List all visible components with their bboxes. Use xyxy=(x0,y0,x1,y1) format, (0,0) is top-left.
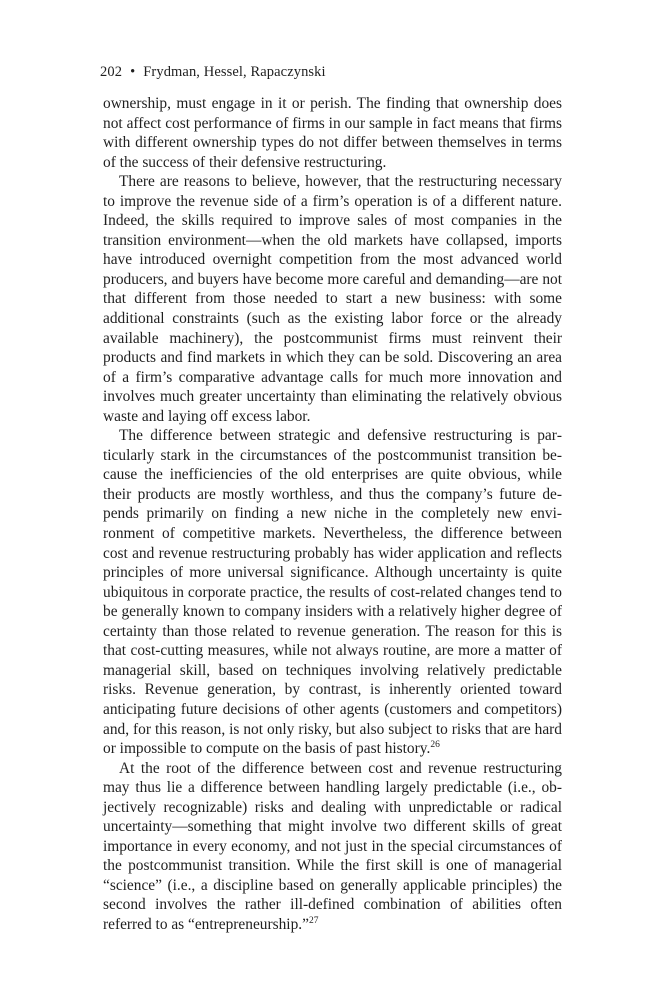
paragraph-1 xyxy=(103,94,562,172)
header-authors: Frydman, Hessel, Rapaczynski xyxy=(143,64,326,80)
paragraph-4 xyxy=(103,759,562,935)
paragraph-3 xyxy=(103,426,562,758)
book-page xyxy=(100,62,562,935)
footnote-ref-26: 26 xyxy=(430,740,440,751)
page-number: 202 xyxy=(100,64,123,80)
paragraph-4-text: At the root of the difference between cost and revenue restructuring may thus lie a difference between handling largely predictable (i.e., objectively recognizable) risks and dealing with unpredictable or radical uncertainty—something that might involve two different skills of great importance in every economy, and not just in the special circumstances of the postcommunist transition. While the first skill is one of managerial “science” (i.e., a discipline based on generally applicable principles) the second involves the rather ill-defined combination of abilities often referred to as “entrepreneurship.” xyxy=(103,759,562,933)
header-separator: • xyxy=(130,64,136,80)
paragraph-1-text: ownership, must engage in it or perish. The finding that ownership does not affect cost performance of firms in our sample in fact means that firms with different ownership types do not differ between themselves in terms of the success of their defensive restructuring. xyxy=(103,95,562,171)
footnote-ref-27: 27 xyxy=(308,915,319,926)
paragraph-2 xyxy=(103,172,562,426)
paragraph-3-text: The difference between strategic and defensive restructuring is particularly stark in the circumstances of the postcommunist transition because the inefficiencies of the old enterprises are quite obvious, while their products are mostly worthless, and thus the company’s future depends primarily on finding a new niche in the completely new environment of competitive markets. Nevertheless, the difference between cost and revenue restructuring probably has wider application and reflects principles of more universal significance. Although uncertainty is quite ubiquitous in corporate practice, the results of cost-related changes tend to be generally known to company insiders with a relatively higher degree of certainty than those related to revenue generation. The reason for this is that cost-cutting measures, while not always routine, are more a matter of managerial skill, based on techniques involving relatively predictable risks. Revenue generation, by contrast, is inherently oriented toward anticipating future decisions of other agents (customers and competitors) and, for this reason, is not only risky, but also subject to risks that are hard or impossible to compute on the basis of past history. xyxy=(103,427,562,758)
running-head xyxy=(100,62,562,82)
body-text xyxy=(103,94,562,935)
paragraph-2-text: There are reasons to believe, however, that the restructuring necessary to improve the revenue side of a firm’s operation is of a different nature. Indeed, the skills required to improve sales of most companies in the transition environment—when the old markets have collapsed, imports have introduced overnight competition from the most advanced world producers, and buyers have become more careful and demanding—are not that different from those needed to start a new business: with some additional constraints (such as the existing labor force or the already available machinery), the postcommunist firms must reinvent their products and find markets in which they can be sold. Discovering an area of a firm’s comparative advantage calls for much more innovation and involves much greater uncertainty than eliminating the relatively obvious waste and laying off excess labor. xyxy=(103,173,562,425)
